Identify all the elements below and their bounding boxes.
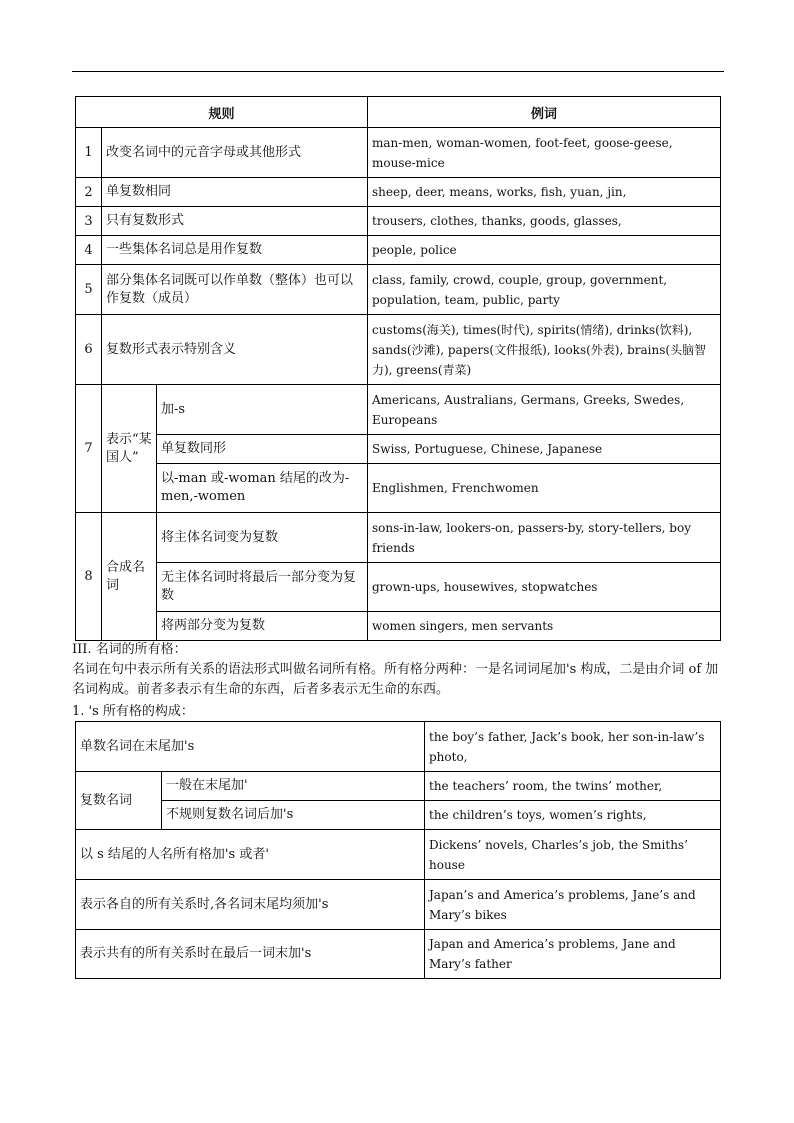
rule-cell: 无主体名词时将最后一部分变为复数 xyxy=(157,563,368,612)
rule-cell: 改变名词中的元音字母或其他形式 xyxy=(102,128,368,178)
rule-cell: 表示共有的所有关系时在最后一词末加's xyxy=(76,930,425,979)
row-number: 3 xyxy=(76,207,102,236)
rule-cell: 加-s xyxy=(157,385,368,435)
table-row xyxy=(76,612,721,641)
example-cell: Americans, Australians, Germans, Greeks, Swedes, Europeans xyxy=(368,385,721,435)
row-number: 6 xyxy=(76,315,102,385)
header-example-col: 例词 xyxy=(368,97,721,128)
example-cell: Swiss, Portuguese, Chinese, Japanese xyxy=(368,435,721,464)
rule-cell: 部分集体名词既可以作单数（整体）也可以作复数（成员） xyxy=(102,265,368,315)
example-cell: Japan and America’s problems, Jane and Mary’s father xyxy=(425,930,721,979)
example-cell: women singers, men servants xyxy=(368,612,721,641)
rule-cell: 复数形式表示特别含义 xyxy=(102,315,368,385)
section-paragraph: 名词在句中表示所有关系的语法形式叫做名词所有格。所有格分两种：一是名词词尾加's 构成，二是由介词 of 加名词构成。前者多表示有生命的东西，后者多表示无生命的东西。 xyxy=(72,662,719,697)
example-cell: people, police xyxy=(368,236,721,265)
example-cell: class, family, crowd, couple, group, government, population, team, public, party xyxy=(368,265,721,315)
rule-cell: 将两部分变为复数 xyxy=(157,612,368,641)
header-rule xyxy=(72,71,724,72)
table-row xyxy=(76,772,721,801)
table-row xyxy=(76,830,721,880)
table-row xyxy=(76,435,721,464)
rule-cell: 单复数同形 xyxy=(157,435,368,464)
group-label: 表示“某国人” xyxy=(102,385,157,513)
example-cell: Englishmen, Frenchwomen xyxy=(368,464,721,513)
row-number: 5 xyxy=(76,265,102,315)
table-row xyxy=(76,207,721,236)
example-cell: customs(海关), times(时代), spirits(情绪), drinks(饮料), sands(沙滩), papers(文件报纸), looks(外表), brains(头脑智力), greens(青菜) xyxy=(368,315,721,385)
rule-cell: 以-man 或-woman 结尾的改为-men,-women xyxy=(157,464,368,513)
plural-rules-table xyxy=(75,96,721,641)
rule-cell: 单复数相同 xyxy=(102,178,368,207)
table-row xyxy=(76,128,721,178)
table-row xyxy=(76,563,721,612)
group-label: 合成名词 xyxy=(102,513,157,641)
row-number: 4 xyxy=(76,236,102,265)
row-number: 8 xyxy=(76,513,102,641)
section-subheading: 1. 's 所有格的构成： xyxy=(72,704,194,719)
section-heading: III. 名词的所有格： xyxy=(72,642,187,657)
example-cell: man-men, woman-women, foot-feet, goose-geese, mouse-mice xyxy=(368,128,721,178)
example-cell: the children’s toys, women’s rights, xyxy=(425,801,721,830)
example-cell: sheep, deer, means, works, fish, yuan, jin, xyxy=(368,178,721,207)
table-row xyxy=(76,315,721,385)
table-row xyxy=(76,880,721,930)
rule-cell: 以 s 结尾的人名所有格加's 或者' xyxy=(76,830,425,880)
row-number: 1 xyxy=(76,128,102,178)
header-rule-col: 规则 xyxy=(76,97,368,128)
rule-cell: 一些集体名词总是用作复数 xyxy=(102,236,368,265)
table-row xyxy=(76,236,721,265)
rule-cell: 一般在末尾加' xyxy=(162,772,425,801)
example-cell: the teachers’ room, the twins’ mother, xyxy=(425,772,721,801)
rule-cell: 只有复数形式 xyxy=(102,207,368,236)
table-row xyxy=(76,801,721,830)
table-row xyxy=(76,265,721,315)
table-row xyxy=(76,464,721,513)
row-number: 7 xyxy=(76,385,102,513)
table-row xyxy=(76,385,721,435)
example-cell: grown-ups, housewives, stopwatches xyxy=(368,563,721,612)
rule-cell: 单数名词在末尾加's xyxy=(76,722,425,772)
example-cell: the boy’s father, Jack’s book, her son-in-law’s photo, xyxy=(425,722,721,772)
example-cell: trousers, clothes, thanks, goods, glasses, xyxy=(368,207,721,236)
example-cell: sons-in-law, lookers-on, passers-by, story-tellers, boy friends xyxy=(368,513,721,563)
table-row xyxy=(76,722,721,772)
table-row xyxy=(76,178,721,207)
table-row xyxy=(76,513,721,563)
row-number: 2 xyxy=(76,178,102,207)
possessive-table xyxy=(75,721,721,979)
table-header-row xyxy=(76,97,721,128)
example-cell: Dickens’ novels, Charles’s job, the Smiths’ house xyxy=(425,830,721,880)
rule-cell: 不规则复数名词后加's xyxy=(162,801,425,830)
example-cell: Japan’s and America’s problems, Jane’s and Mary’s bikes xyxy=(425,880,721,930)
rule-cell: 将主体名词变为复数 xyxy=(157,513,368,563)
plural-label: 复数名词 xyxy=(76,772,162,830)
table-row xyxy=(76,930,721,979)
rule-cell: 表示各自的所有关系时,各名词末尾均须加's xyxy=(76,880,425,930)
